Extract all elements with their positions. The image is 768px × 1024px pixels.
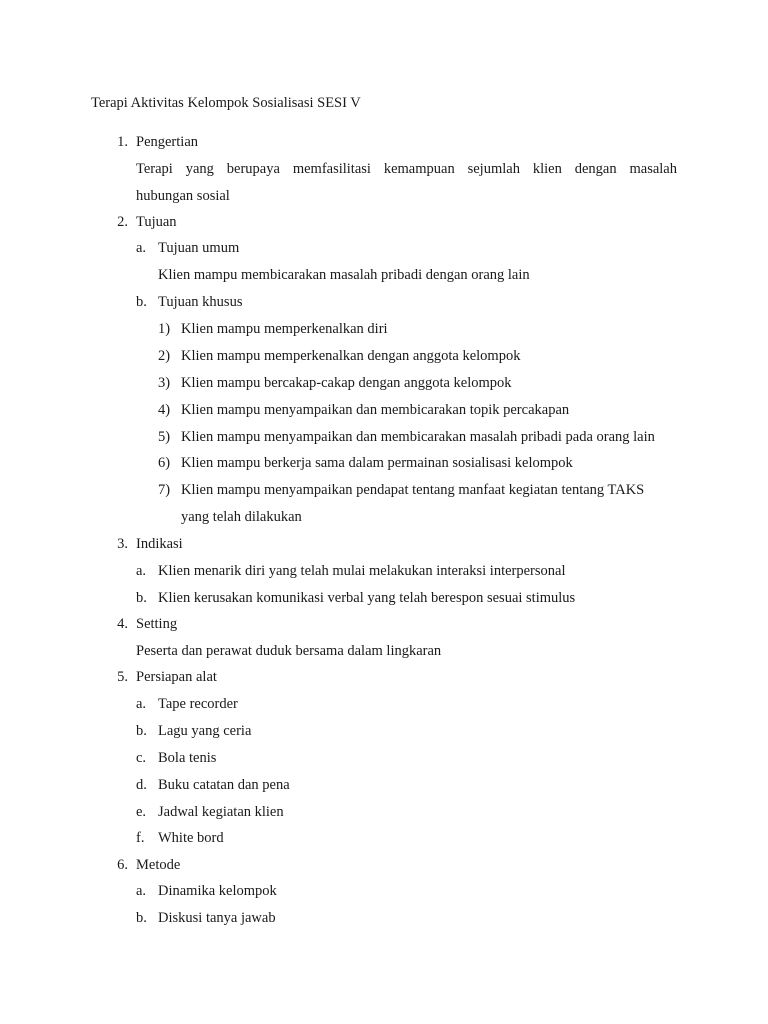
paragraph-line: Peserta dan perawat duduk bersama dalam lingkaran	[136, 643, 442, 659]
item-number: 1)	[158, 321, 171, 337]
item-text: Jadwal kegiatan klien	[158, 804, 284, 820]
item-marker: a.	[136, 696, 147, 712]
item-number: 3)	[158, 375, 171, 391]
section-heading: Setting	[136, 616, 178, 632]
item-marker: a.	[136, 883, 147, 899]
item-label: Tujuan khusus	[158, 294, 243, 310]
paragraph-line: hubungan sosial	[136, 188, 230, 204]
item-text: Klien mampu menyampaikan dan membicarakan topik percakapan	[181, 402, 570, 418]
item-label: Tujuan umum	[158, 240, 240, 256]
section-number: 6.	[117, 857, 128, 873]
section-number: 1.	[117, 134, 128, 150]
section-heading: Metode	[136, 857, 181, 873]
section-heading: Tujuan	[136, 214, 177, 230]
item-text: Lagu yang ceria	[158, 723, 252, 739]
section-number: 4.	[117, 616, 128, 632]
item-text: Klien mampu memperkenalkan dengan anggota kelompok	[181, 348, 521, 364]
item-marker: e.	[136, 804, 147, 820]
item-text: Tape recorder	[158, 696, 238, 712]
document-title: Terapi Aktivitas Kelompok Sosialisasi SESI V	[91, 95, 361, 111]
item-marker: b.	[136, 910, 147, 926]
item-text: Klien mampu menyampaikan dan membicarakan masalah pribadi pada orang lain	[181, 429, 655, 445]
item-marker: d.	[136, 777, 147, 793]
item-text: Buku catatan dan pena	[158, 777, 290, 793]
item-text: Klien mampu bercakap-cakap dengan anggota kelompok	[181, 375, 512, 391]
item-number: 4)	[158, 402, 171, 418]
item-text: Klien mampu menyampaikan pendapat tentang manfaat kegiatan tentang TAKS	[181, 482, 645, 498]
item-marker: a.	[136, 563, 147, 579]
item-text: Bola tenis	[158, 750, 217, 766]
item-text: Klien menarik diri yang telah mulai melakukan interaksi interpersonal	[158, 563, 566, 579]
section-number: 3.	[117, 536, 128, 552]
item-marker: b.	[136, 590, 147, 606]
item-number: 5)	[158, 429, 171, 445]
section-heading: Pengertian	[136, 134, 199, 150]
item-text: Diskusi tanya jawab	[158, 910, 276, 926]
section-number: 2.	[117, 214, 128, 230]
item-text: Dinamika kelompok	[158, 883, 277, 899]
item-marker: b.	[136, 723, 147, 739]
item-text: Klien kerusakan komunikasi verbal yang telah berespon sesuai stimulus	[158, 590, 576, 606]
item-text: White bord	[158, 830, 224, 846]
section-number: 5.	[117, 669, 128, 685]
item-text-continuation: yang telah dilakukan	[181, 509, 302, 525]
section-heading: Persiapan alat	[136, 669, 217, 685]
item-marker: f.	[136, 830, 145, 846]
item-text: Klien mampu memperkenalkan diri	[181, 321, 388, 337]
item-number: 2)	[158, 348, 171, 364]
item-marker: a.	[136, 240, 147, 256]
section-heading: Indikasi	[136, 536, 183, 552]
item-marker: b.	[136, 294, 147, 310]
item-text: Klien mampu berkerja sama dalam permainan sosialisasi kelompok	[181, 455, 573, 471]
item-number: 7)	[158, 482, 171, 498]
item-text: Klien mampu membicarakan masalah pribadi dengan orang lain	[158, 267, 530, 283]
paragraph-line: Terapi yang berupaya memfasilitasi kemampuan sejumlah klien dengan masalah	[136, 161, 677, 177]
item-marker: c.	[136, 750, 147, 766]
item-number: 6)	[158, 455, 171, 471]
